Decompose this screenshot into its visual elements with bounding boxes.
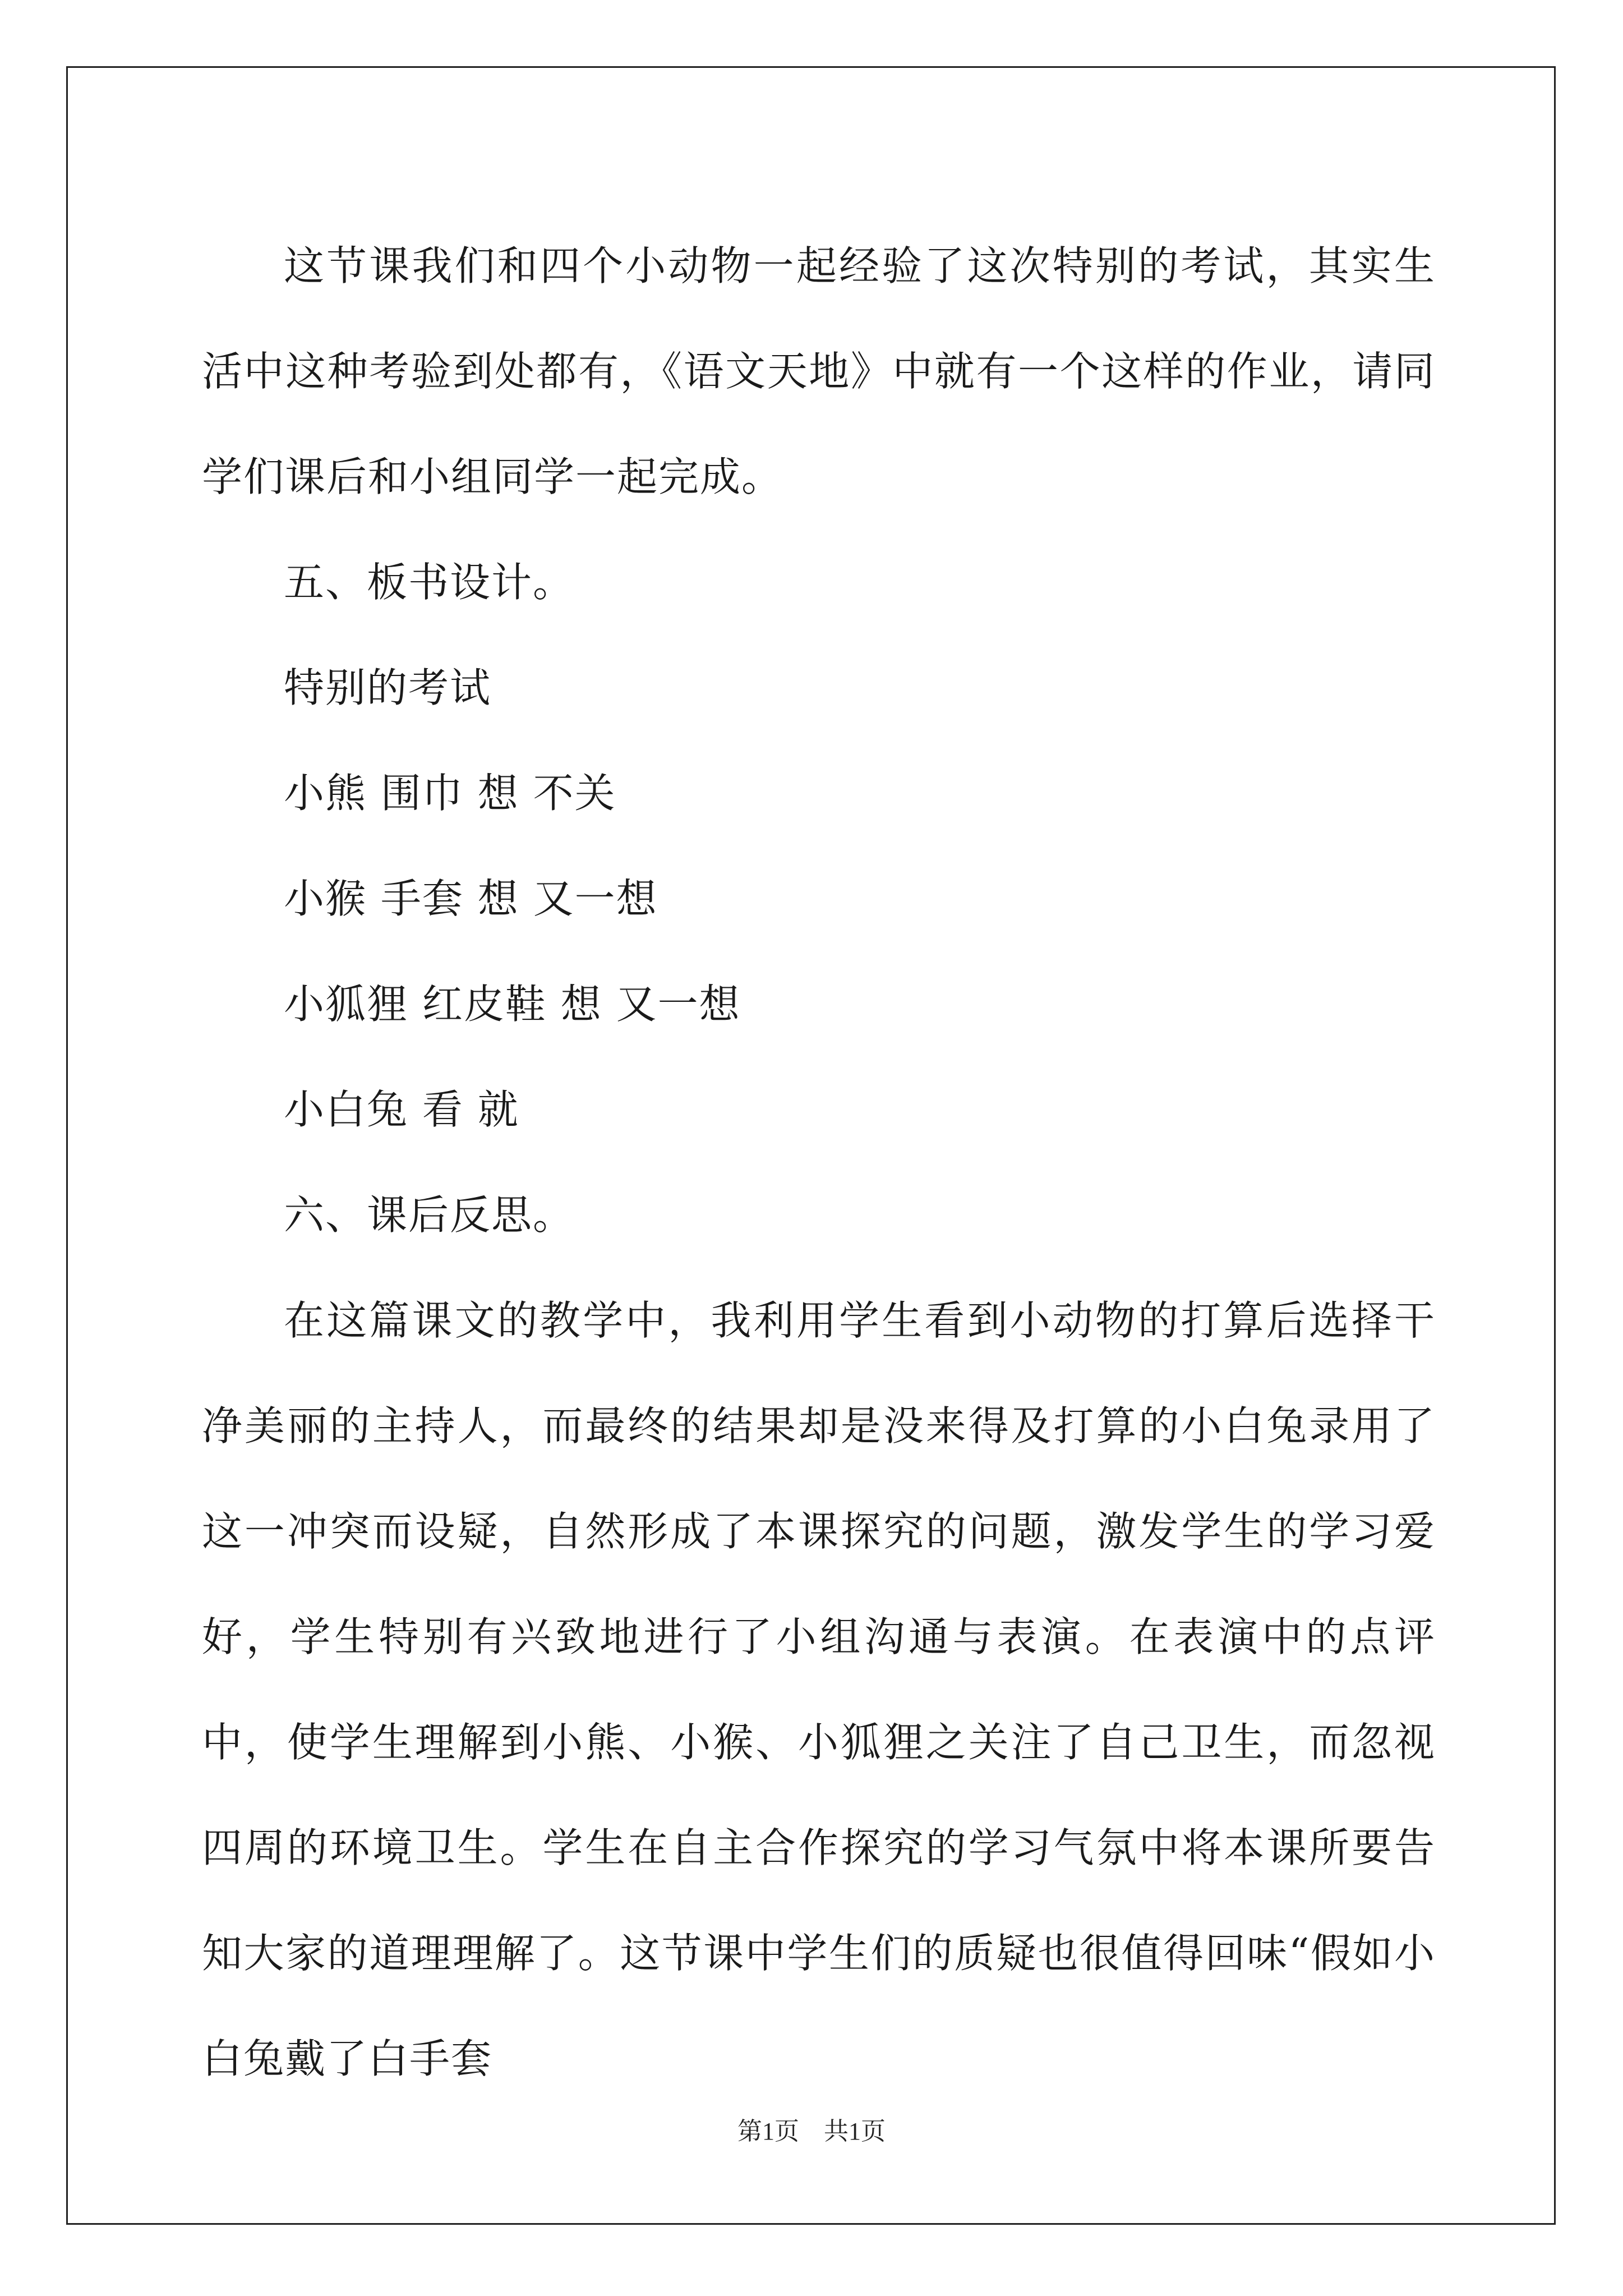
document-body [202, 213, 1436, 2111]
blackboard-line-monkey: 小猴 手套 想 又一想 [284, 875, 658, 922]
section-heading-blackboard: 五、板书设计。 [284, 559, 575, 606]
page-footer: 第1页 共1页 [737, 2118, 886, 2145]
blackboard-title: 特别的考试 [284, 664, 492, 711]
blackboard-line-rabbit: 小白兔 看 就 [284, 1086, 519, 1133]
paragraph-summary: 这节课我们和四个小动物一起经验了这次特别的考试，其实生活中这种考验到处都有，《语文天地》中就有一个这样的作业，请同学们课后和小组同学一起完成。 [202, 242, 1436, 500]
section-heading-reflection: 六、课后反思。 [284, 1191, 575, 1239]
paragraph-reflection: 在这篇课文的教学中，我利用学生看到小动物的打算后选择干净美丽的主持人，而最终的结果却是没来得及打算的小白兔录用了这一冲突而设疑，自然形成了本课探究的问题，激发学生的学习爱好，学生特别有兴致地进行了小组沟通与表演。在表演中的点评中，使学生理解到小熊、小猴、小狐狸之关注了自己卫生，而忽视四周的环境卫生。学生在自主合作探究的学习气氛中将本课所要告知大家的道理理解了。这节课中学生们的质疑也很值得回味“假如小白兔戴了白手套 [202, 1297, 1436, 2082]
blackboard-line-bear: 小熊 围巾 想 不关 [284, 770, 616, 817]
blackboard-line-fox: 小狐狸 红皮鞋 想 又一想 [284, 981, 741, 1028]
